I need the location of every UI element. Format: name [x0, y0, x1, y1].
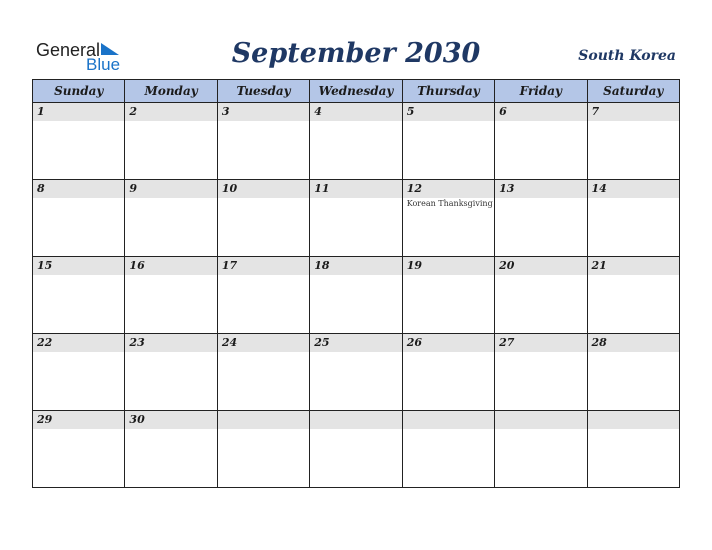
day-number — [495, 411, 586, 429]
calendar-title: September 2030 — [231, 38, 481, 69]
day-cell — [125, 257, 217, 334]
day-cell — [402, 180, 494, 257]
day-cell — [33, 411, 125, 488]
weekday-header-row — [33, 80, 680, 103]
week-row — [33, 257, 680, 334]
day-cell — [495, 334, 587, 411]
holiday-label: Korean Thanksgiving — [406, 199, 493, 208]
day-cell — [217, 180, 309, 257]
day-cell — [495, 103, 587, 180]
day-number: 15 — [33, 257, 124, 275]
day-number: 25 — [310, 334, 401, 352]
day-number: 26 — [403, 334, 494, 352]
day-number: 19 — [403, 257, 494, 275]
day-number: 14 — [588, 180, 679, 198]
day-number: 5 — [403, 103, 494, 121]
logo-flag-icon — [99, 42, 121, 56]
day-number: 7 — [588, 103, 679, 121]
day-number: 11 — [310, 180, 401, 198]
day-number: 3 — [218, 103, 309, 121]
day-cell — [33, 180, 125, 257]
day-number: 13 — [495, 180, 586, 198]
day-number: 22 — [33, 334, 124, 352]
day-cell — [310, 103, 402, 180]
day-cell — [217, 103, 309, 180]
day-cell — [310, 180, 402, 257]
day-number — [588, 411, 679, 429]
day-cell — [587, 334, 679, 411]
day-number — [403, 411, 494, 429]
day-cell — [125, 103, 217, 180]
day-cell — [217, 257, 309, 334]
weekday-header: Thursday — [402, 80, 494, 103]
day-cell-empty — [217, 411, 309, 488]
day-number: 30 — [125, 411, 216, 429]
logo-word-blue: Blue — [86, 55, 121, 74]
day-cell — [402, 334, 494, 411]
day-cell — [587, 103, 679, 180]
day-cell-empty — [310, 411, 402, 488]
day-cell — [125, 180, 217, 257]
day-number: 6 — [495, 103, 586, 121]
day-number: 8 — [33, 180, 124, 198]
day-cell — [587, 180, 679, 257]
day-number: 18 — [310, 257, 401, 275]
week-row — [33, 411, 680, 488]
day-cell — [217, 334, 309, 411]
day-cell — [495, 180, 587, 257]
day-cell — [33, 103, 125, 180]
day-cell-empty — [495, 411, 587, 488]
weekday-header: Tuesday — [217, 80, 309, 103]
day-number: 17 — [218, 257, 309, 275]
week-row — [33, 103, 680, 180]
day-number: 23 — [125, 334, 216, 352]
day-number: 16 — [125, 257, 216, 275]
day-number: 29 — [33, 411, 124, 429]
day-cell — [402, 257, 494, 334]
day-cell-empty — [402, 411, 494, 488]
day-number: 4 — [310, 103, 401, 121]
weekday-header: Monday — [125, 80, 217, 103]
day-cell — [125, 334, 217, 411]
week-row — [33, 180, 680, 257]
day-number: 9 — [125, 180, 216, 198]
day-cell — [587, 257, 679, 334]
day-cell — [33, 334, 125, 411]
day-number: 12 — [403, 180, 494, 198]
day-number: 28 — [588, 334, 679, 352]
day-cell — [310, 257, 402, 334]
day-cell — [310, 334, 402, 411]
day-cell — [125, 411, 217, 488]
weekday-header: Friday — [495, 80, 587, 103]
weekday-header: Sunday — [33, 80, 125, 103]
logo-word-general: General — [36, 40, 101, 60]
day-number — [310, 411, 401, 429]
day-cell — [402, 103, 494, 180]
day-cell — [495, 257, 587, 334]
day-number: 2 — [125, 103, 216, 121]
weekday-header: Wednesday — [310, 80, 402, 103]
day-cell — [33, 257, 125, 334]
day-number: 1 — [33, 103, 124, 121]
day-number: 24 — [218, 334, 309, 352]
day-number: 21 — [588, 257, 679, 275]
weekday-header: Saturday — [587, 80, 679, 103]
generalblue-logo — [36, 40, 136, 74]
week-row — [33, 334, 680, 411]
day-number: 27 — [495, 334, 586, 352]
day-cell-empty — [587, 411, 679, 488]
country-name: South Korea — [578, 48, 676, 64]
day-number — [218, 411, 309, 429]
day-number: 20 — [495, 257, 586, 275]
calendar-grid — [32, 79, 680, 488]
day-number: 10 — [218, 180, 309, 198]
